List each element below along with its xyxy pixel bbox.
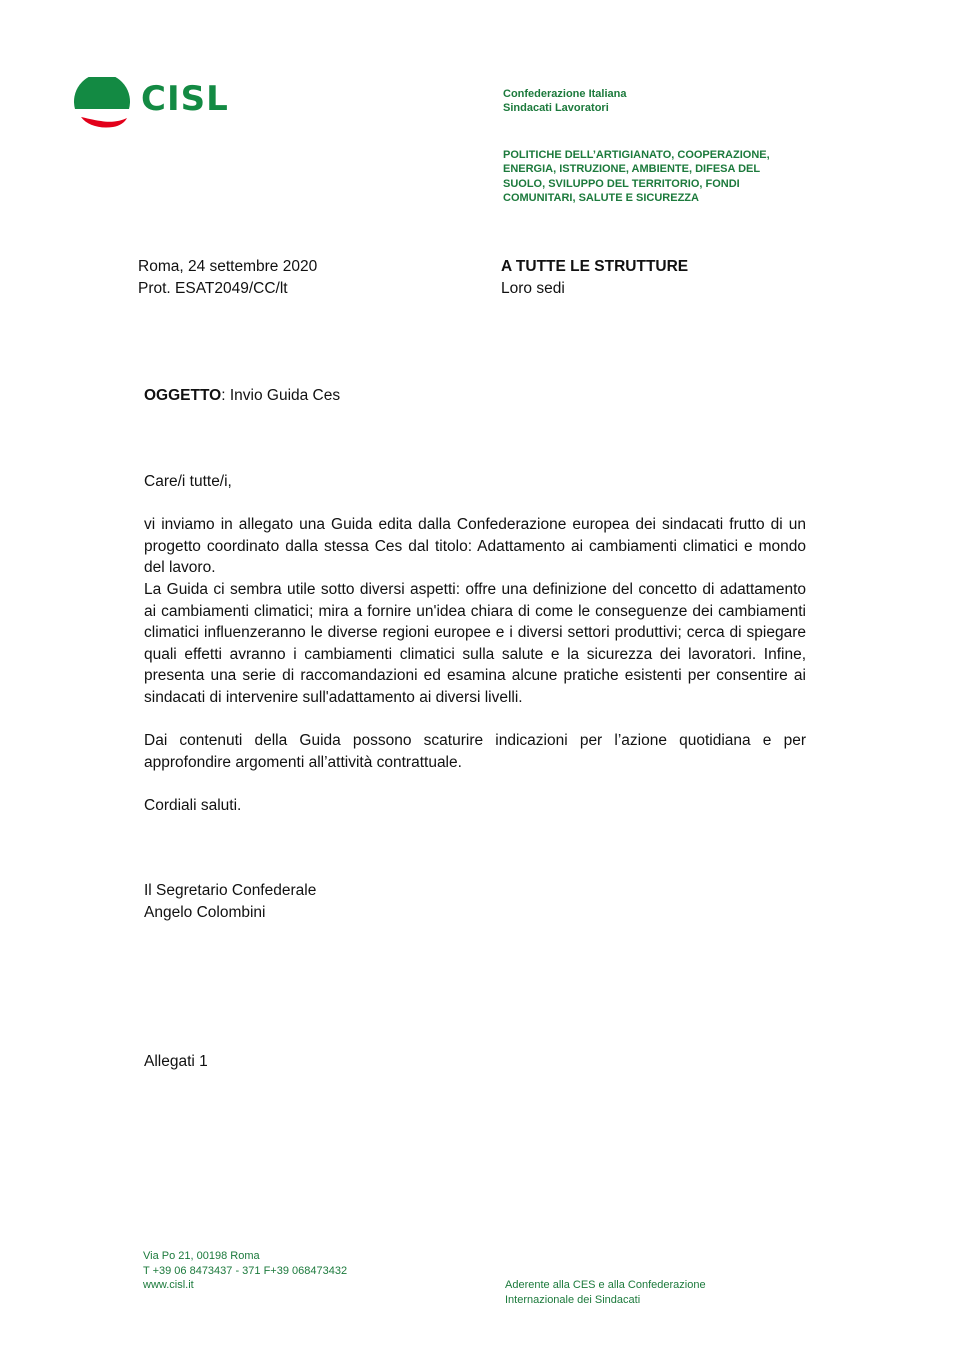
recipient-block bbox=[501, 256, 688, 299]
footer-website-link[interactable]: www.cisl.it bbox=[143, 1279, 194, 1291]
org-line: Sindacati Lavoratori bbox=[503, 102, 609, 114]
affiliation-line: Aderente alla CES e alla Confederazione bbox=[505, 1279, 706, 1291]
signer-name: Angelo Colombini bbox=[144, 903, 266, 921]
greeting: Care/i tutte/i, bbox=[144, 473, 232, 490]
body-paragraph: Dai contenuti della Guida possono scaturire indicazioni per l’azione quotidiana e per approfondire argomenti all’attività contrattuale. bbox=[144, 732, 806, 771]
attachments-note: Allegati 1 bbox=[144, 1053, 208, 1070]
footer-contact bbox=[143, 1249, 347, 1293]
date-protocol-block bbox=[138, 256, 317, 299]
protocol-number: Prot. ESAT2049/CC/lt bbox=[138, 279, 288, 297]
department-line: ENERGIA, ISTRUZIONE, AMBIENTE, DIFESA DEL bbox=[503, 163, 761, 176]
body-paragraph: vi inviamo in allegato una Guida edita dalla Confederazione europea dei sindacati frutto di un progetto coordinato dalla stessa Ces dal titolo: Adattamento ai cambiamenti climatici e mondo del lavoro. bbox=[144, 516, 806, 577]
footer-affiliation bbox=[505, 1278, 706, 1308]
subject-label: OGGETTO bbox=[144, 387, 222, 404]
closing: Cordiali saluti. bbox=[144, 796, 242, 814]
recipient-location: Loro sedi bbox=[501, 279, 565, 297]
subject-text: : Invio Guida Ces bbox=[221, 387, 341, 404]
org-name bbox=[503, 87, 626, 115]
signer-title: Il Segretario Confederale bbox=[144, 882, 317, 899]
cisl-logo-icon bbox=[73, 77, 133, 137]
signature-block bbox=[144, 880, 316, 923]
letter-body bbox=[144, 471, 806, 817]
org-line: Confederazione Italiana bbox=[503, 88, 627, 100]
department-line: SUOLO, SVILUPPO DEL TERRITORIO, FONDI bbox=[503, 177, 740, 190]
body-paragraph: La Guida ci sembra utile sotto diversi aspetti: offre una definizione del concetto di adattamento ai cambiamenti climatici; mira a fornire un'idea chiara di come le conseguenze dei cambiamenti climatici influenzeranno le diverse regioni europee e i diversi settori produttivi; cerca di spiegare quali effetti avranno i cambiamenti climatici sulla salute e la sicurezza dei lavoratori. Infine, presenta una serie di raccomandazioni ed esamina alcune pratiche esistenti per consentire ai sindacati di intervenire sull'adattamento ai diversi livelli. bbox=[144, 580, 806, 706]
cisl-logo bbox=[73, 77, 243, 139]
letter-date: Roma, 24 settembre 2020 bbox=[138, 258, 318, 275]
subject-line bbox=[144, 385, 340, 407]
department-block bbox=[503, 148, 803, 206]
footer-phone: T +39 06 8473437 - 371 F+39 068473432 bbox=[143, 1264, 348, 1277]
department-line: POLITICHE DELL’ARTIGIANATO, COOPERAZIONE, bbox=[503, 149, 770, 161]
logo-wordmark: CISL bbox=[141, 79, 229, 119]
affiliation-line: Internazionale dei Sindacati bbox=[505, 1294, 641, 1306]
footer-address: Via Po 21, 00198 Roma bbox=[143, 1250, 260, 1262]
recipient-name: A TUTTE LE STRUTTURE bbox=[501, 258, 689, 275]
department-line: COMUNITARI, SALUTE E SICUREZZA bbox=[503, 192, 699, 205]
